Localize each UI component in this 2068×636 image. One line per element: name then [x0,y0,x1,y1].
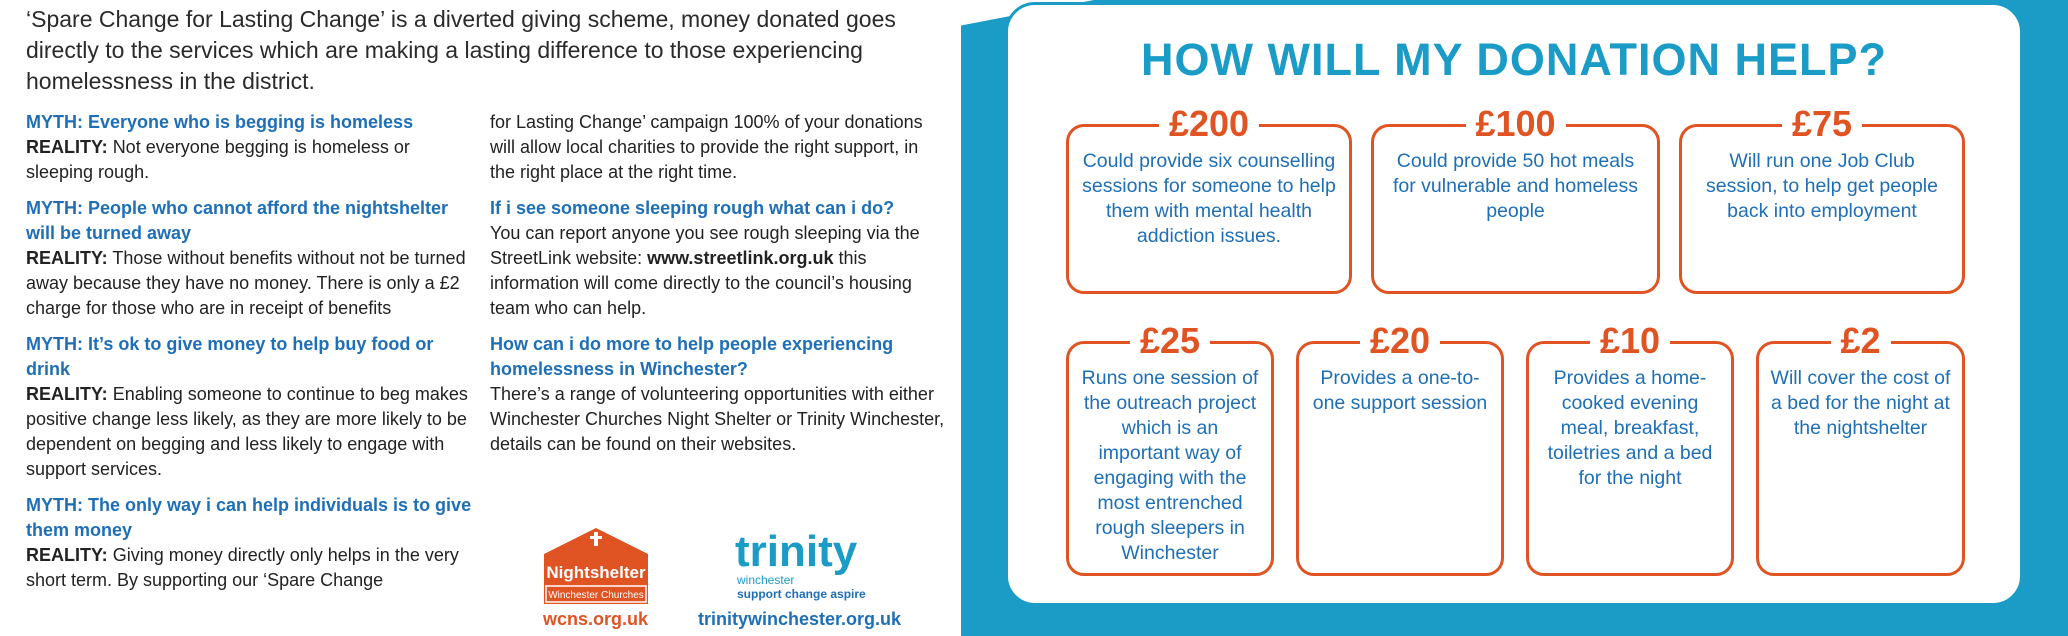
donation-amount: £25 [1130,321,1210,361]
trinity-url-link[interactable]: trinitywinchester.org.uk [698,609,902,629]
trinity-logo [735,530,875,602]
donation-description: Runs one session of the outreach project which is an important way of engaging with the most entrenched rough sleepers in Winchester [1081,367,1259,564]
campaign-continuation [490,110,945,185]
donation-description: Could provide 50 hot meals for vulnerable and homeless people [1393,150,1638,222]
reality-text [26,543,481,593]
myth-question: MYTH: People who cannot afford the nightshelter will be turned away [26,198,449,243]
faq-block [490,332,945,457]
donation-box-10 [1526,320,1734,576]
myth-block [26,110,481,185]
donation-box-200 [1066,103,1352,294]
donation-box-75 [1679,103,1965,294]
donation-heading: HOW WILL MY DONATION HELP? [1141,34,1887,85]
faq-block [490,196,945,321]
donation-amount: £75 [1782,104,1862,144]
myth-block [26,493,481,593]
nightshelter-url-link[interactable]: wcns.org.uk [543,609,649,629]
donation-description: Provides a home-cooked evening meal, breakfast, toiletries and a bed for the night [1547,367,1713,489]
reality-body: Giving money directly only helps in the very short term. By supporting our ‘Spare Change [26,545,459,590]
donation-box-20 [1296,320,1504,576]
nightshelter-logo-sub: Winchester Churches [548,590,644,601]
reality-label: REALITY: [26,137,108,157]
myth-question: MYTH: Everyone who is begging is homeless [26,112,414,132]
donation-description: Provides a one-to-one support session [1312,367,1488,414]
intro-paragraph: ‘Spare Change for Lasting Change’ is a diverted giving scheme, money donated goes directly to the services which are making a lasting difference to those experiencing homelessness in the district. [26,6,896,94]
faq-question: If i see someone sleeping rough what can i do? [490,198,895,218]
donation-description: Will cover the cost of a bed for the night at the nightshelter [1770,367,1951,439]
answer-text: You can report anyone you see rough sleeping via the StreetLink website: [490,223,920,268]
reality-body: Those without benefits without not be turned away because they have no money. There is only a £2 charge for those who are in receipt of benefits [26,248,466,318]
donation-description: Could provide six counselling sessions for someone to help them with mental health addiction issues. [1082,150,1336,247]
nightshelter-logo [540,526,652,606]
faq-answer: There’s a range of volunteering opportunities with either Winchester Churches Night Shelter or Trinity Winchester, details can be found on their websites. [490,384,945,454]
donation-description: Will run one Job Club session, to help get people back into employment [1705,150,1938,222]
myth-question: MYTH: The only way i can help individuals is to give them money [26,495,472,540]
streetlink-link[interactable]: www.streetlink.org.uk [647,248,834,268]
donation-box-25 [1066,320,1274,576]
reality-text [26,382,481,482]
donation-amount: £20 [1360,321,1440,361]
myth-question: MYTH: It’s ok to give money to help buy food or drink [26,334,434,379]
donation-amount: £2 [1830,321,1890,361]
continuation-text: for Lasting Change’ campaign 100% of your donations will allow local charities to provide the right support, in the right place at the right time. [490,112,923,182]
trinity-logo-sub: winchester [737,573,795,587]
nightshelter-logo-name: Nightshelter [546,563,646,582]
faq-answer [490,221,945,321]
faq-column [490,110,945,468]
reality-label: REALITY: [26,384,108,404]
faq-question: How can i do more to help people experiencing homelessness in Winchester? [490,334,894,379]
reality-text [26,246,481,321]
reality-text [26,135,481,185]
reality-label: REALITY: [26,545,108,565]
donation-amount: £10 [1590,321,1670,361]
trinity-logo-name: trinity [735,530,858,576]
donation-amount: £200 [1159,104,1259,144]
myths-column [26,110,481,604]
donation-box-2 [1756,320,1965,576]
myth-block [26,196,481,321]
myth-block [26,332,481,482]
reality-body: Not everyone begging is homeless or sleeping rough. [26,137,410,182]
donation-box-100 [1371,103,1660,294]
donation-amount: £100 [1465,104,1565,144]
reality-label: REALITY: [26,248,108,268]
answer-text: this information will come directly to the council’s housing team who can help. [490,248,912,318]
trinity-logo-tagline: support change aspire [737,587,866,601]
reality-body: Enabling someone to continue to beg makes positive change less likely, as they are more likely to be dependent on begging and less likely to engage with support services. [26,384,468,479]
